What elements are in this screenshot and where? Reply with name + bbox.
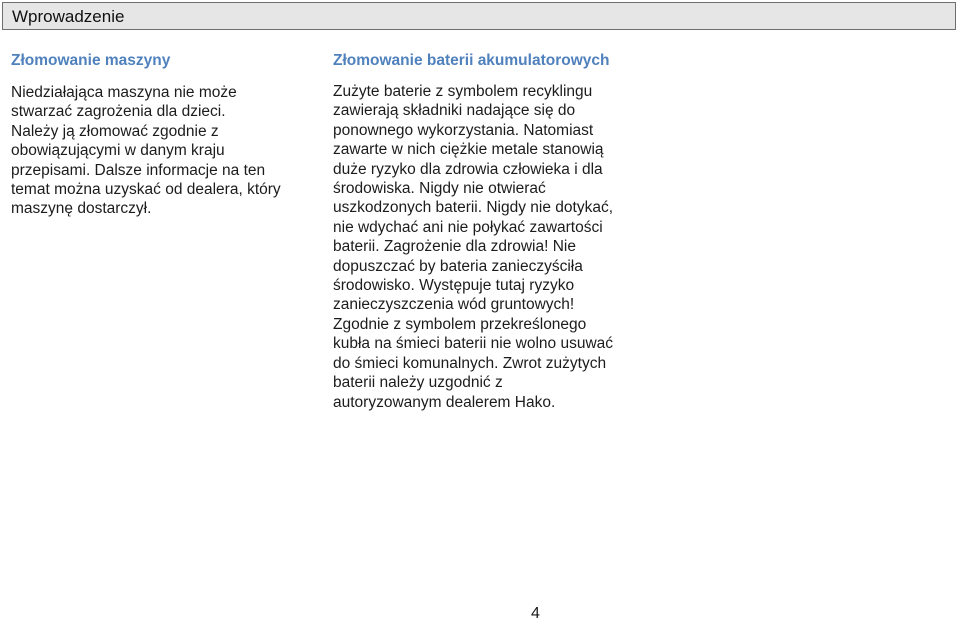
machine-disposal-heading: Złomowanie maszyny [11,52,171,69]
battery-disposal-heading: Złomowanie baterii akumulatorowych [333,52,610,69]
left-column [11,51,311,219]
page-number: 4 [531,605,540,622]
section-header-bar [2,2,956,30]
section-title: Wprowadzenie [12,7,125,26]
battery-disposal-text: Zużyte baterie z symbolem recyklingu zawierają składniki nadające się do ponownego wykorzystania. Natomiast zawarte w nich ciężkie metale stanowią duże ryzyko dla zdrowia człowieka i dla środowiska. Nigdy nie otwierać uszkodzonych baterii. Nigdy nie dotykać, nie wdychać ani nie połykać zawartości baterii. Zagrożenie dla zdrowia! Nie dopuszczać by bateria zanieczyściła środowisko. Występuje tutaj ryzyko zanieczyszczenia wód gruntowych! Zgodnie z symbolem przekreślonego kubła na śmieci baterii nie wolno usuwać do śmieci komunalnych. Zwrot zużytych baterii należy uzgodnić z autoryzowanym dealerem Hako. [333,83,614,411]
right-column [333,51,663,412]
machine-disposal-text: Niedziałająca maszyna nie może stwarzać zagrożenia dla dzieci. Należy ją złomować zgodnie z obowiązującymi w danym kraju przepisami. Dalsze informacje na ten temat można uzyskać od dealera, który maszynę dostarczył. [11,84,281,218]
